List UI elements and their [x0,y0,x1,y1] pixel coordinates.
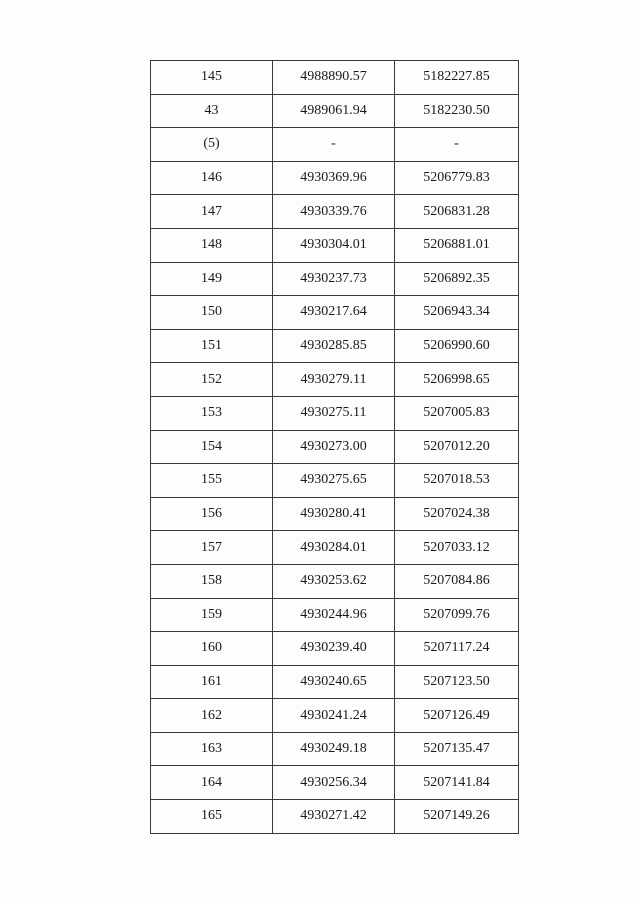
y-coordinate-cell: 5207084.86 [395,564,519,598]
y-coordinate-cell: 5182230.50 [395,94,519,128]
table-row [151,430,519,464]
y-coordinate-cell: 5206831.28 [395,195,519,229]
y-coordinate-cell: 5207012.20 [395,430,519,464]
x-coordinate-cell: 4930339.76 [273,195,395,229]
table-row [151,94,519,128]
y-coordinate-cell: 5207033.12 [395,531,519,565]
x-coordinate-cell: 4930280.41 [273,497,395,531]
table-row [151,262,519,296]
x-coordinate-cell: 4930285.85 [273,329,395,363]
x-coordinate-cell: 4930244.96 [273,598,395,632]
x-coordinate-cell: 4930240.65 [273,665,395,699]
x-coordinate-cell: 4989061.94 [273,94,395,128]
y-coordinate-cell: 5207126.49 [395,699,519,733]
point-number-cell: 152 [151,363,273,397]
x-coordinate-cell: 4930253.62 [273,564,395,598]
x-coordinate-cell: 4930237.73 [273,262,395,296]
y-coordinate-cell: 5207005.83 [395,396,519,430]
point-number-cell: 146 [151,161,273,195]
x-coordinate-cell: 4930217.64 [273,296,395,330]
point-number-cell: 156 [151,497,273,531]
point-number-cell: 145 [151,61,273,95]
y-coordinate-cell: 5207024.38 [395,497,519,531]
point-number-cell: 147 [151,195,273,229]
point-number-cell: (5) [151,128,273,162]
point-number-cell: 165 [151,800,273,834]
y-coordinate-cell: 5207135.47 [395,732,519,766]
x-coordinate-cell: 4930284.01 [273,531,395,565]
table-row [151,228,519,262]
y-coordinate-cell: 5206998.65 [395,363,519,397]
x-coordinate-cell: 4930241.24 [273,699,395,733]
x-coordinate-cell: 4930271.42 [273,800,395,834]
y-coordinate-cell: 5207018.53 [395,464,519,498]
y-coordinate-cell: 5206892.35 [395,262,519,296]
table-row [151,497,519,531]
table-row [151,396,519,430]
x-coordinate-cell: 4988890.57 [273,61,395,95]
y-coordinate-cell: 5206990.60 [395,329,519,363]
x-coordinate-cell: 4930279.11 [273,363,395,397]
point-number-cell: 154 [151,430,273,464]
x-coordinate-cell: 4930239.40 [273,632,395,666]
y-coordinate-cell: 5206779.83 [395,161,519,195]
point-number-cell: 43 [151,94,273,128]
table-row [151,195,519,229]
table-row [151,296,519,330]
y-coordinate-cell: 5207149.26 [395,800,519,834]
point-number-cell: 159 [151,598,273,632]
point-number-cell: 157 [151,531,273,565]
point-number-cell: 148 [151,228,273,262]
table-row [151,665,519,699]
point-number-cell: 150 [151,296,273,330]
y-coordinate-cell: 5206943.34 [395,296,519,330]
x-coordinate-cell: 4930369.96 [273,161,395,195]
point-number-cell: 153 [151,396,273,430]
coordinates-table-body [151,61,519,834]
table-row [151,732,519,766]
x-coordinate-cell: 4930273.00 [273,430,395,464]
x-coordinate-cell: 4930275.11 [273,396,395,430]
table-row [151,531,519,565]
point-number-cell: 155 [151,464,273,498]
table-row [151,161,519,195]
table-row [151,699,519,733]
table-row [151,128,519,162]
table-row [151,61,519,95]
x-coordinate-cell: 4930304.01 [273,228,395,262]
table-row [151,598,519,632]
y-coordinate-cell: 5182227.85 [395,61,519,95]
x-coordinate-cell: - [273,128,395,162]
y-coordinate-cell: 5206881.01 [395,228,519,262]
point-number-cell: 149 [151,262,273,296]
y-coordinate-cell: 5207117.24 [395,632,519,666]
table-row [151,564,519,598]
table-row [151,329,519,363]
point-number-cell: 163 [151,732,273,766]
y-coordinate-cell: 5207099.76 [395,598,519,632]
point-number-cell: 151 [151,329,273,363]
x-coordinate-cell: 4930275.65 [273,464,395,498]
coordinates-table [150,60,519,834]
table-row [151,800,519,834]
point-number-cell: 164 [151,766,273,800]
x-coordinate-cell: 4930256.34 [273,766,395,800]
table-row [151,632,519,666]
table-row [151,363,519,397]
point-number-cell: 158 [151,564,273,598]
table-row [151,464,519,498]
table-row [151,766,519,800]
y-coordinate-cell: - [395,128,519,162]
y-coordinate-cell: 5207141.84 [395,766,519,800]
point-number-cell: 160 [151,632,273,666]
point-number-cell: 161 [151,665,273,699]
y-coordinate-cell: 5207123.50 [395,665,519,699]
x-coordinate-cell: 4930249.18 [273,732,395,766]
point-number-cell: 162 [151,699,273,733]
